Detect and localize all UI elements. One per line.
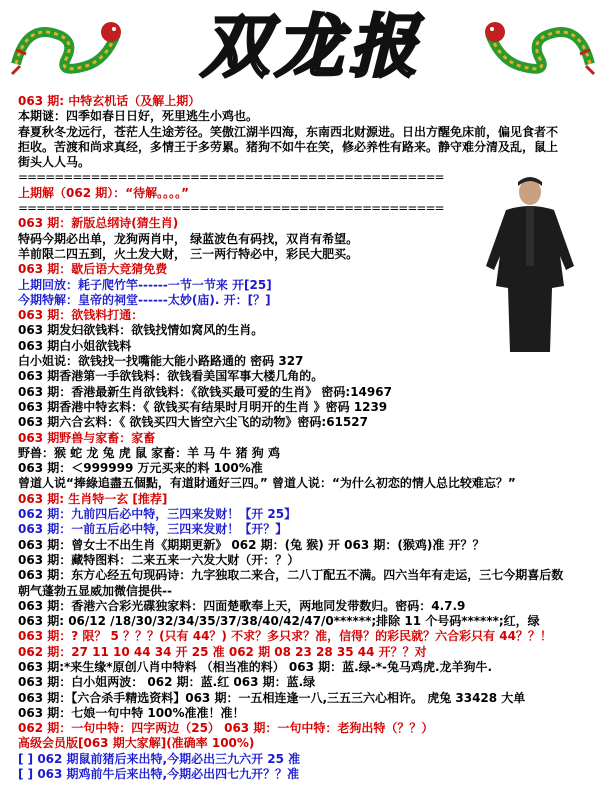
article-body [18, 94, 590, 782]
text-line [18, 247, 590, 262]
text-line [18, 170, 590, 185]
text-line [18, 155, 590, 170]
text-line [18, 736, 590, 751]
text-segment: 野兽：猴 蛇 龙 兔 虎 鼠 家畜：羊 马 牛 猪 狗 鸡 [18, 445, 280, 460]
text-segment: 063 期发妇欲钱料：欲钱找情如窝风的生肖。 [18, 323, 264, 338]
text-line [18, 293, 590, 308]
text-segment: =============================================== [18, 170, 444, 185]
text-line [18, 415, 590, 430]
text-segment: 上期解（062 期）：“待解。。。。” [18, 185, 190, 200]
text-line [18, 339, 590, 354]
text-segment: 063 期: [18, 94, 65, 108]
dragon-right-icon [480, 4, 600, 84]
text-segment: 羊前限二四五到，火土发大财， 三一两行特必中，彩民大肥买。 [18, 246, 359, 261]
text-line [18, 507, 590, 522]
text-line [18, 599, 590, 614]
text-segment: 063 期六合玄料：《 欲钱买四大皆空六尘飞的动物》密码:61527 [18, 415, 368, 430]
text-line [18, 278, 590, 293]
text-segment: 063 期: 生肖特一玄 [推荐] [18, 491, 168, 506]
text-segment: 063 期：香港六合彩光碟独家料：四面楚歌奉上天，两地同发带数归。密码：4.7.9 [18, 598, 466, 613]
text-line [18, 691, 590, 706]
text-line [18, 461, 590, 476]
text-segment: 063 期: 06/12 /18/30/32/34/35/37/38/40/42/47/0******;排除 11 个号码******;红，绿 [18, 614, 540, 629]
text-line [18, 232, 590, 247]
text-segment: 063 期：白小姐两波： 062 期：蓝.红 063 期：蓝.绿 [18, 675, 316, 690]
text-line [18, 645, 590, 660]
text-segment: 063 期:*来生缘*原创八肖中特料 （相当准的料） 063 期：蓝.绿-*-兔马鸡虎.龙羊狗牛. [18, 659, 493, 674]
text-segment: 063 期香港中特玄料：《 欲钱买有结果时月明开的生肖 》密码 1239 [18, 399, 388, 414]
text-line [18, 568, 590, 583]
text-line [18, 125, 590, 140]
text-line [18, 476, 590, 491]
text-segment: 中特玄机话（及解上期） [64, 94, 201, 108]
text-segment: 063 期：新版总纲诗(猜生肖) [18, 216, 179, 231]
text-line [18, 308, 590, 323]
text-line [18, 385, 590, 400]
text-line [18, 721, 590, 736]
text-line [18, 629, 590, 644]
text-segment: 本期谜：四季如春日日好，死里逃生小鸡也。 [18, 109, 259, 124]
text-line [18, 492, 590, 507]
text-line [18, 522, 590, 537]
text-segment: 063 期香港第一手欲钱料：欲钱看美国军事大楼几角的。 [18, 369, 324, 384]
text-segment: 062 期：27 11 10 44 34 开 25 准 062 期 08 23 28 35 44 开？？对 [18, 644, 427, 659]
text-line [18, 201, 590, 216]
text-segment: 063 期野兽与家畜：家畜 [18, 430, 156, 445]
text-segment: 白小姐说：欲钱找一找嘴能大能小路路通的 密码 327 [18, 354, 304, 369]
text-line [18, 216, 590, 231]
text-segment: 063 期白小姐欲钱料 [18, 338, 132, 353]
text-line [18, 614, 590, 629]
text-segment: 063 期：一前五后必中特，三四来发财！【开？】 [18, 522, 288, 537]
text-segment: 曾道人说“捧綠追盡五個點，有道財通好三四。” 曾道人说：“为什么初恋的情人总比较难忘？” [18, 476, 516, 491]
text-segment: [ ] 062 期鼠前猪后来出特,今期必出三九六开 25 准 [18, 751, 301, 766]
text-line [18, 354, 590, 369]
text-line [18, 109, 590, 124]
text-segment: 今期特解：皇帝的祠堂------太妙(庙). 开：[？] [18, 292, 271, 307]
text-line [18, 584, 590, 599]
text-segment: 063 期：七娘一句中特 100%准准！准！ [18, 705, 245, 720]
text-segment: 063 期：【六合杀手精选资料】063 期：一五相连逢一八,三五三六心相许。 虎兔 33428 大单 [18, 690, 526, 705]
text-segment: 高级会员版[063 期大家解](准确率 100%) [18, 736, 255, 751]
text-line [18, 660, 590, 675]
text-line [18, 186, 590, 201]
text-line [18, 140, 590, 155]
text-segment: 063 期：＜999999 万元买来的料 100%准 [18, 461, 263, 476]
text-segment: 063 期：曾女士不出生肖《期期更新》 062 期：(兔 猴) 开 063 期：(猴鸡)准 开？？ [18, 537, 485, 552]
text-segment: 063 期：东方心经五句现码诗：九字独取二来合，二八丁配五不满。四六当年有走运，三七今期喜后数 [18, 568, 564, 583]
text-segment: 春夏秋冬龙远行，苍茫人生途芳径。笑傲江湖半四海，东南西北财源进。日出方醒免床前，偏见食者不 [18, 124, 559, 139]
text-line [18, 262, 590, 277]
text-line [18, 400, 590, 415]
text-segment: 063 期：藏特图料：二来五来一六发大财（开：？） [18, 552, 300, 567]
text-segment: 062 期：一句中特：四字两边（25） 063 期：一句中特：老狗出特（？？） [18, 721, 434, 736]
newspaper-title: 双龙报 [200, 7, 423, 87]
text-segment: 062 期：九前四后必中特，三四来发财！【开 25】 [18, 507, 297, 522]
text-segment: 拒收。苦渡和尚求真经，多情王于多劳累。猪狗不如牛在笑，修必养性有路来。静守难分清及乱，鼠上 [18, 139, 559, 154]
text-line [18, 431, 590, 446]
text-segment: 063 期：欲钱料打通： [18, 308, 144, 323]
text-segment: [ ] 063 期鸡前牛后来出特,今期必出四七九开？？准 [18, 767, 300, 782]
text-line [18, 94, 590, 109]
text-line [18, 369, 590, 384]
text-line [18, 767, 590, 782]
text-line [18, 675, 590, 690]
text-segment: 朝气蓬勃五显威加微信提供-- [18, 583, 172, 598]
text-segment: 063 期：歇后语大竞猜免费 [18, 262, 168, 277]
text-line [18, 752, 590, 767]
masthead [0, 0, 604, 92]
text-segment: 街头人人马。 [18, 155, 91, 170]
text-segment: 063 期：? 限？ 5 ？？？(只有 44？) 不求？多只求？准，信得？的彩民就？六合彩只有 44？？！ [18, 629, 552, 644]
text-segment: 063 期：香港最新生肖欲钱料：《欲钱买最可爱的生肖》 密码:14967 [18, 384, 392, 399]
dragon-left-icon [6, 4, 126, 84]
text-segment: 上期回放：耗子爬竹竿------一节一节来 开[25] [18, 277, 272, 292]
text-segment: 特码今期必出单，龙狗两肖中， 绿蓝波色有码找，双肖有希望。 [18, 231, 359, 246]
text-line [18, 323, 590, 338]
text-segment: =============================================== [18, 201, 444, 216]
text-line [18, 553, 590, 568]
text-line [18, 446, 590, 461]
text-line [18, 538, 590, 553]
text-line [18, 706, 590, 721]
